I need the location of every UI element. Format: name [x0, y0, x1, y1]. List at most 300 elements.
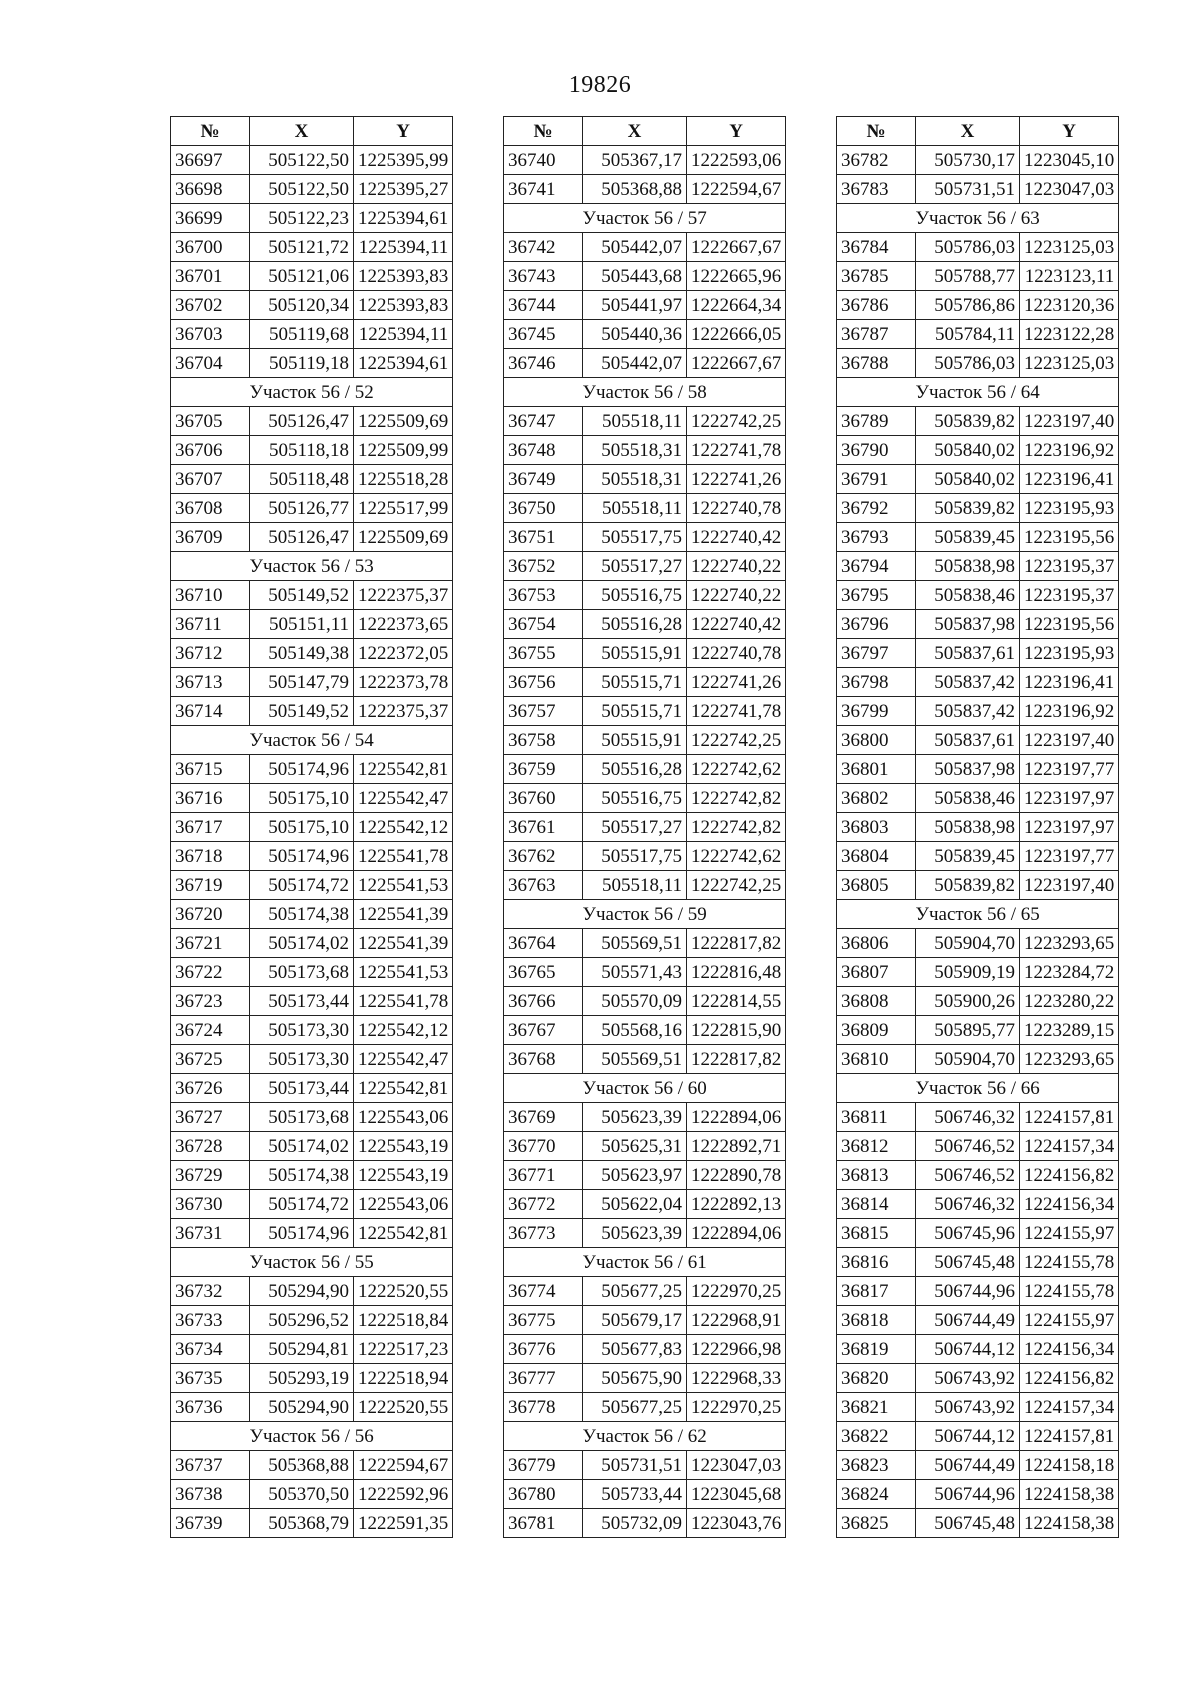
section-label: Участок 56 / 62: [504, 1422, 786, 1451]
y-value: 1224156,82: [1020, 1364, 1119, 1393]
point-number: 36715: [171, 755, 250, 784]
y-value: 1222894,06: [687, 1219, 786, 1248]
y-value: 1225542,12: [354, 813, 453, 842]
y-value: 1225509,69: [354, 407, 453, 436]
y-value: 1225542,12: [354, 1016, 453, 1045]
point-number: 36704: [171, 349, 250, 378]
table-row: [504, 1364, 786, 1393]
point-number: 36701: [171, 262, 250, 291]
x-value: 505126,47: [250, 407, 354, 436]
x-value: 505149,38: [250, 639, 354, 668]
point-number: 36788: [837, 349, 916, 378]
table-row: [837, 1161, 1119, 1190]
point-number: 36807: [837, 958, 916, 987]
x-value: 505840,02: [916, 465, 1020, 494]
table-row: [504, 1277, 786, 1306]
y-value: 1222890,78: [687, 1161, 786, 1190]
y-value: 1225393,83: [354, 262, 453, 291]
x-value: 505622,04: [583, 1190, 687, 1219]
table-row: [171, 1364, 453, 1393]
y-value: 1224157,34: [1020, 1132, 1119, 1161]
x-value: 505174,02: [250, 929, 354, 958]
point-number: 36805: [837, 871, 916, 900]
x-value: 505900,26: [916, 987, 1020, 1016]
y-value: 1224157,81: [1020, 1103, 1119, 1132]
y-value: 1222593,06: [687, 146, 786, 175]
point-number: 36820: [837, 1364, 916, 1393]
table-row: [171, 1045, 453, 1074]
y-value: 1225542,81: [354, 755, 453, 784]
table-row: [171, 1277, 453, 1306]
point-number: 36754: [504, 610, 583, 639]
header-row: [504, 117, 786, 146]
point-number: 36717: [171, 813, 250, 842]
y-value: 1222375,37: [354, 697, 453, 726]
x-value: 505516,28: [583, 755, 687, 784]
y-value: 1222741,78: [687, 436, 786, 465]
x-value: 505518,31: [583, 465, 687, 494]
y-value: 1222591,35: [354, 1509, 453, 1538]
y-value: 1222740,42: [687, 523, 786, 552]
point-number: 36727: [171, 1103, 250, 1132]
y-value: 1222966,98: [687, 1335, 786, 1364]
y-value: 1223125,03: [1020, 233, 1119, 262]
point-number: 36806: [837, 929, 916, 958]
table-row: [837, 639, 1119, 668]
y-value: 1225543,06: [354, 1103, 453, 1132]
x-value: 505370,50: [250, 1480, 354, 1509]
point-number: 36747: [504, 407, 583, 436]
y-value: 1222968,91: [687, 1306, 786, 1335]
y-value: 1224155,97: [1020, 1306, 1119, 1335]
section-label: Участок 56 / 66: [837, 1074, 1119, 1103]
table-row: [171, 1509, 453, 1538]
coordinates-table-2: [503, 116, 786, 1538]
x-value: 505120,34: [250, 291, 354, 320]
x-value: 505675,90: [583, 1364, 687, 1393]
y-value: 1224158,38: [1020, 1480, 1119, 1509]
y-value: 1222742,25: [687, 726, 786, 755]
point-number: 36741: [504, 175, 583, 204]
table-row: [837, 465, 1119, 494]
x-value: 505294,90: [250, 1393, 354, 1422]
point-number: 36810: [837, 1045, 916, 1074]
y-value: 1222968,33: [687, 1364, 786, 1393]
y-value: 1222970,25: [687, 1277, 786, 1306]
point-number: 36768: [504, 1045, 583, 1074]
section-row: [171, 378, 453, 407]
point-number: 36731: [171, 1219, 250, 1248]
x-value: 505174,72: [250, 871, 354, 900]
x-value: 505173,44: [250, 1074, 354, 1103]
y-value: 1222894,06: [687, 1103, 786, 1132]
point-number: 36817: [837, 1277, 916, 1306]
point-number: 36765: [504, 958, 583, 987]
section-row: [837, 378, 1119, 407]
x-value: 505122,50: [250, 146, 354, 175]
point-number: 36713: [171, 668, 250, 697]
y-value: 1225542,47: [354, 784, 453, 813]
x-value: 505837,98: [916, 610, 1020, 639]
point-number: 36724: [171, 1016, 250, 1045]
section-row: [504, 1248, 786, 1277]
y-value: 1223195,56: [1020, 523, 1119, 552]
x-value: 505517,27: [583, 552, 687, 581]
y-value: 1223047,03: [1020, 175, 1119, 204]
table-row: [171, 204, 453, 233]
table-row: [171, 1393, 453, 1422]
point-number: 36733: [171, 1306, 250, 1335]
table-row: [171, 1161, 453, 1190]
table-row: [837, 349, 1119, 378]
section-row: [171, 1248, 453, 1277]
y-header: Y: [687, 117, 786, 146]
point-number: 36760: [504, 784, 583, 813]
page-number: 19826: [568, 72, 632, 98]
x-value: 505837,42: [916, 697, 1020, 726]
table-row: [171, 465, 453, 494]
point-number: 36769: [504, 1103, 583, 1132]
y-value: 1223196,92: [1020, 697, 1119, 726]
x-value: 505173,68: [250, 1103, 354, 1132]
point-number: 36809: [837, 1016, 916, 1045]
point-number: 36799: [837, 697, 916, 726]
y-value: 1225542,81: [354, 1074, 453, 1103]
section-label: Участок 56 / 64: [837, 378, 1119, 407]
point-number: 36796: [837, 610, 916, 639]
y-value: 1222667,67: [687, 233, 786, 262]
point-number: 36722: [171, 958, 250, 987]
table-row: [837, 1248, 1119, 1277]
table-row: [171, 1335, 453, 1364]
x-value: 505515,71: [583, 697, 687, 726]
x-value: 506744,49: [916, 1306, 1020, 1335]
table-row: [837, 842, 1119, 871]
x-value: 505731,51: [916, 175, 1020, 204]
x-value: 505517,27: [583, 813, 687, 842]
y-value: 1223195,37: [1020, 581, 1119, 610]
table-row: [171, 1103, 453, 1132]
x-value: 505518,11: [583, 494, 687, 523]
point-number: 36750: [504, 494, 583, 523]
table-row: [171, 146, 453, 175]
y-value: 1223122,28: [1020, 320, 1119, 349]
x-value: 506746,52: [916, 1132, 1020, 1161]
table-row: [504, 813, 786, 842]
x-value: 505367,17: [583, 146, 687, 175]
x-value: 506746,32: [916, 1103, 1020, 1132]
table-row: [171, 1190, 453, 1219]
table-row: [837, 1393, 1119, 1422]
point-number: 36772: [504, 1190, 583, 1219]
y-value: 1223125,03: [1020, 349, 1119, 378]
y-value: 1223123,11: [1020, 262, 1119, 291]
y-value: 1222740,78: [687, 494, 786, 523]
table-row: [504, 1132, 786, 1161]
table-row: [504, 639, 786, 668]
table-row: [171, 842, 453, 871]
y-value: 1223197,40: [1020, 871, 1119, 900]
x-value: 505175,10: [250, 813, 354, 842]
y-value: 1225394,11: [354, 233, 453, 262]
section-label: Участок 56 / 59: [504, 900, 786, 929]
point-number: 36726: [171, 1074, 250, 1103]
x-value: 505174,38: [250, 1161, 354, 1190]
table-row: [504, 755, 786, 784]
point-number: 36783: [837, 175, 916, 204]
point-number: 36736: [171, 1393, 250, 1422]
x-value: 505368,88: [583, 175, 687, 204]
table-row: [837, 1219, 1119, 1248]
section-label: Участок 56 / 54: [171, 726, 453, 755]
table-row: [171, 1016, 453, 1045]
number-header: №: [504, 117, 583, 146]
section-label: Участок 56 / 65: [837, 900, 1119, 929]
table-row: [837, 813, 1119, 842]
x-value: 505174,02: [250, 1132, 354, 1161]
section-label: Участок 56 / 60: [504, 1074, 786, 1103]
table-row: [837, 1190, 1119, 1219]
y-value: 1222742,62: [687, 842, 786, 871]
table-row: [504, 407, 786, 436]
point-number: 36751: [504, 523, 583, 552]
table-row: [504, 784, 786, 813]
y-value: 1222518,84: [354, 1306, 453, 1335]
x-value: 505442,07: [583, 349, 687, 378]
point-number: 36763: [504, 871, 583, 900]
y-value: 1225542,81: [354, 1219, 453, 1248]
y-value: 1225541,39: [354, 900, 453, 929]
table-row: [837, 1103, 1119, 1132]
x-value: 505786,86: [916, 291, 1020, 320]
y-value: 1222517,23: [354, 1335, 453, 1364]
table-row: [171, 1074, 453, 1103]
section-row: [171, 552, 453, 581]
table-row: [504, 175, 786, 204]
x-value: 505730,17: [916, 146, 1020, 175]
x-value: 505518,31: [583, 436, 687, 465]
y-header: Y: [354, 117, 453, 146]
y-value: 1225394,61: [354, 204, 453, 233]
point-number: 36824: [837, 1480, 916, 1509]
section-label: Участок 56 / 57: [504, 204, 786, 233]
point-number: 36787: [837, 320, 916, 349]
table-row: [504, 1045, 786, 1074]
x-value: 505442,07: [583, 233, 687, 262]
table-row: [504, 1219, 786, 1248]
point-number: 36786: [837, 291, 916, 320]
table-row: [504, 1451, 786, 1480]
table-row: [504, 1190, 786, 1219]
table-row: [837, 610, 1119, 639]
table-row: [171, 175, 453, 204]
x-value: 505895,77: [916, 1016, 1020, 1045]
table-row: [504, 842, 786, 871]
table-row: [837, 1335, 1119, 1364]
y-value: 1224157,81: [1020, 1422, 1119, 1451]
point-number: 36743: [504, 262, 583, 291]
point-number: 36757: [504, 697, 583, 726]
table-row: [837, 929, 1119, 958]
point-number: 36811: [837, 1103, 916, 1132]
point-number: 36737: [171, 1451, 250, 1480]
x-value: 505570,09: [583, 987, 687, 1016]
table-row: [504, 929, 786, 958]
y-value: 1223045,68: [687, 1480, 786, 1509]
x-value: 505173,30: [250, 1016, 354, 1045]
table-row: [837, 755, 1119, 784]
point-number: 36766: [504, 987, 583, 1016]
y-value: 1225541,53: [354, 871, 453, 900]
y-value: 1223197,77: [1020, 842, 1119, 871]
y-value: 1225543,19: [354, 1161, 453, 1190]
coordinates-table-3: [836, 116, 1119, 1538]
header-row: [171, 117, 453, 146]
point-number: 36814: [837, 1190, 916, 1219]
table-row: [504, 668, 786, 697]
point-number: 36744: [504, 291, 583, 320]
x-value: 505515,91: [583, 639, 687, 668]
x-value: 505786,03: [916, 233, 1020, 262]
x-value: 506744,49: [916, 1451, 1020, 1480]
table-row: [171, 610, 453, 639]
x-value: 505837,98: [916, 755, 1020, 784]
y-value: 1222742,82: [687, 813, 786, 842]
point-number: 36825: [837, 1509, 916, 1538]
point-number: 36798: [837, 668, 916, 697]
point-number: 36753: [504, 581, 583, 610]
table-row: [504, 291, 786, 320]
table-row: [837, 1364, 1119, 1393]
y-value: 1224155,97: [1020, 1219, 1119, 1248]
x-value: 506744,96: [916, 1277, 1020, 1306]
point-number: 36699: [171, 204, 250, 233]
y-value: 1223197,40: [1020, 726, 1119, 755]
coordinates-table-1: [170, 116, 453, 1538]
point-number: 36790: [837, 436, 916, 465]
table-row: [504, 320, 786, 349]
x-value: 505173,30: [250, 1045, 354, 1074]
table-row: [504, 523, 786, 552]
point-number: 36711: [171, 610, 250, 639]
point-number: 36815: [837, 1219, 916, 1248]
y-value: 1222740,22: [687, 581, 786, 610]
point-number: 36778: [504, 1393, 583, 1422]
x-value: 505173,44: [250, 987, 354, 1016]
y-value: 1223195,93: [1020, 639, 1119, 668]
point-number: 36700: [171, 233, 250, 262]
x-value: 505677,25: [583, 1393, 687, 1422]
section-row: [504, 204, 786, 233]
section-label: Участок 56 / 53: [171, 552, 453, 581]
y-value: 1222741,26: [687, 668, 786, 697]
point-number: 36712: [171, 639, 250, 668]
table-row: [837, 175, 1119, 204]
section-row: [171, 726, 453, 755]
x-value: 505838,46: [916, 581, 1020, 610]
table-row: [171, 1219, 453, 1248]
point-number: 36702: [171, 291, 250, 320]
point-number: 36697: [171, 146, 250, 175]
y-value: 1224157,34: [1020, 1393, 1119, 1422]
x-value: 505839,82: [916, 494, 1020, 523]
x-value: 505294,90: [250, 1277, 354, 1306]
point-number: 36804: [837, 842, 916, 871]
x-value: 505175,10: [250, 784, 354, 813]
point-number: 36721: [171, 929, 250, 958]
y-value: 1225518,28: [354, 465, 453, 494]
point-number: 36794: [837, 552, 916, 581]
x-value: 505440,36: [583, 320, 687, 349]
point-number: 36714: [171, 697, 250, 726]
y-value: 1225393,83: [354, 291, 453, 320]
x-value: 505294,81: [250, 1335, 354, 1364]
x-value: 505786,03: [916, 349, 1020, 378]
x-header: X: [583, 117, 687, 146]
x-value: 505174,96: [250, 842, 354, 871]
point-number: 36759: [504, 755, 583, 784]
table-row: [171, 755, 453, 784]
point-number: 36742: [504, 233, 583, 262]
point-number: 36808: [837, 987, 916, 1016]
y-value: 1223280,22: [1020, 987, 1119, 1016]
point-number: 36738: [171, 1480, 250, 1509]
point-number: 36746: [504, 349, 583, 378]
point-number: 36784: [837, 233, 916, 262]
x-value: 505296,52: [250, 1306, 354, 1335]
x-value: 505677,25: [583, 1277, 687, 1306]
y-value: 1223289,15: [1020, 1016, 1119, 1045]
y-value: 1222970,25: [687, 1393, 786, 1422]
y-value: 1223120,36: [1020, 291, 1119, 320]
x-value: 505126,47: [250, 523, 354, 552]
x-header: X: [250, 117, 354, 146]
table-row: [837, 1306, 1119, 1335]
section-label: Участок 56 / 61: [504, 1248, 786, 1277]
point-number: 36821: [837, 1393, 916, 1422]
section-row: [504, 1074, 786, 1103]
number-header: №: [171, 117, 250, 146]
table-row: [171, 1306, 453, 1335]
x-value: 506744,12: [916, 1335, 1020, 1364]
number-header: №: [837, 117, 916, 146]
x-value: 505677,83: [583, 1335, 687, 1364]
y-value: 1224155,78: [1020, 1277, 1119, 1306]
table-row: [837, 1277, 1119, 1306]
section-row: [837, 204, 1119, 233]
x-value: 505118,18: [250, 436, 354, 465]
point-number: 36767: [504, 1016, 583, 1045]
point-number: 36791: [837, 465, 916, 494]
table-row: [504, 1509, 786, 1538]
y-value: 1223197,40: [1020, 407, 1119, 436]
x-value: 505368,88: [250, 1451, 354, 1480]
x-value: 505516,75: [583, 784, 687, 813]
point-number: 36801: [837, 755, 916, 784]
point-number: 36816: [837, 1248, 916, 1277]
y-value: 1222373,65: [354, 610, 453, 639]
y-value: 1225395,27: [354, 175, 453, 204]
x-value: 505838,98: [916, 552, 1020, 581]
y-value: 1225541,53: [354, 958, 453, 987]
point-number: 36755: [504, 639, 583, 668]
table-row: [837, 233, 1119, 262]
y-value: 1222665,96: [687, 262, 786, 291]
y-value: 1222817,82: [687, 929, 786, 958]
y-header: Y: [1020, 117, 1119, 146]
table-row: [837, 697, 1119, 726]
table-row: [171, 233, 453, 262]
